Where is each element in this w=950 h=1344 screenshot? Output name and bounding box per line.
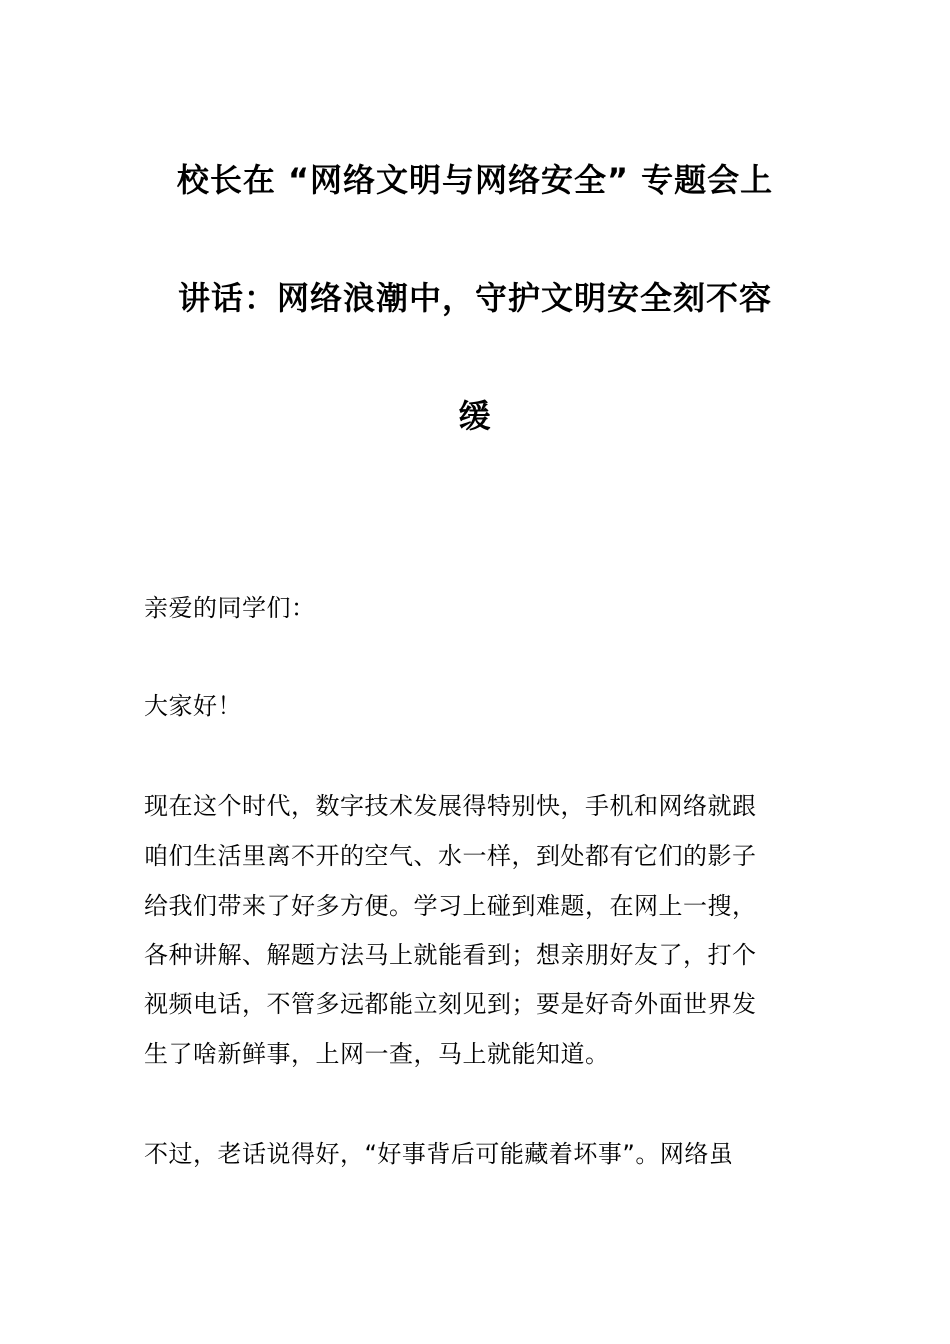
title-line-2: 讲话：网络浪潮中，守护文明安全刻不容: [177, 279, 772, 317]
paragraph-1-line-6: 生了啥新鲜事，上网一查，马上就能知道。: [144, 1040, 610, 1068]
salutation: 亲爱的同学们：: [144, 594, 316, 622]
paragraph-1-line-4: 各种讲解、解题方法马上就能看到；想亲朋好友了，打个: [144, 941, 757, 969]
title-line-3: 缓: [458, 397, 492, 435]
title-line-1: 校长在 “网络文明与网络安全” 专题会上: [176, 161, 774, 199]
paragraph-2-line-1: 不过，老话说得好，“好事背后可能藏着坏事”。网络虽: [144, 1140, 734, 1168]
paragraph-1-line-2: 咱们生活里离不开的空气、水一样，到处都有它们的影子: [144, 842, 757, 870]
greeting: 大家好！: [144, 692, 242, 720]
paragraph-1-line-1: 现在这个时代，数字技术发展得特别快，手机和网络就跟: [144, 792, 757, 820]
paragraph-1-line-5: 视频电话，不管多远都能立刻见到；要是好奇外面世界发: [144, 990, 757, 1018]
paragraph-1-line-3: 给我们带来了好多方便。学习上碰到难题，在网上一搜，: [144, 892, 757, 920]
